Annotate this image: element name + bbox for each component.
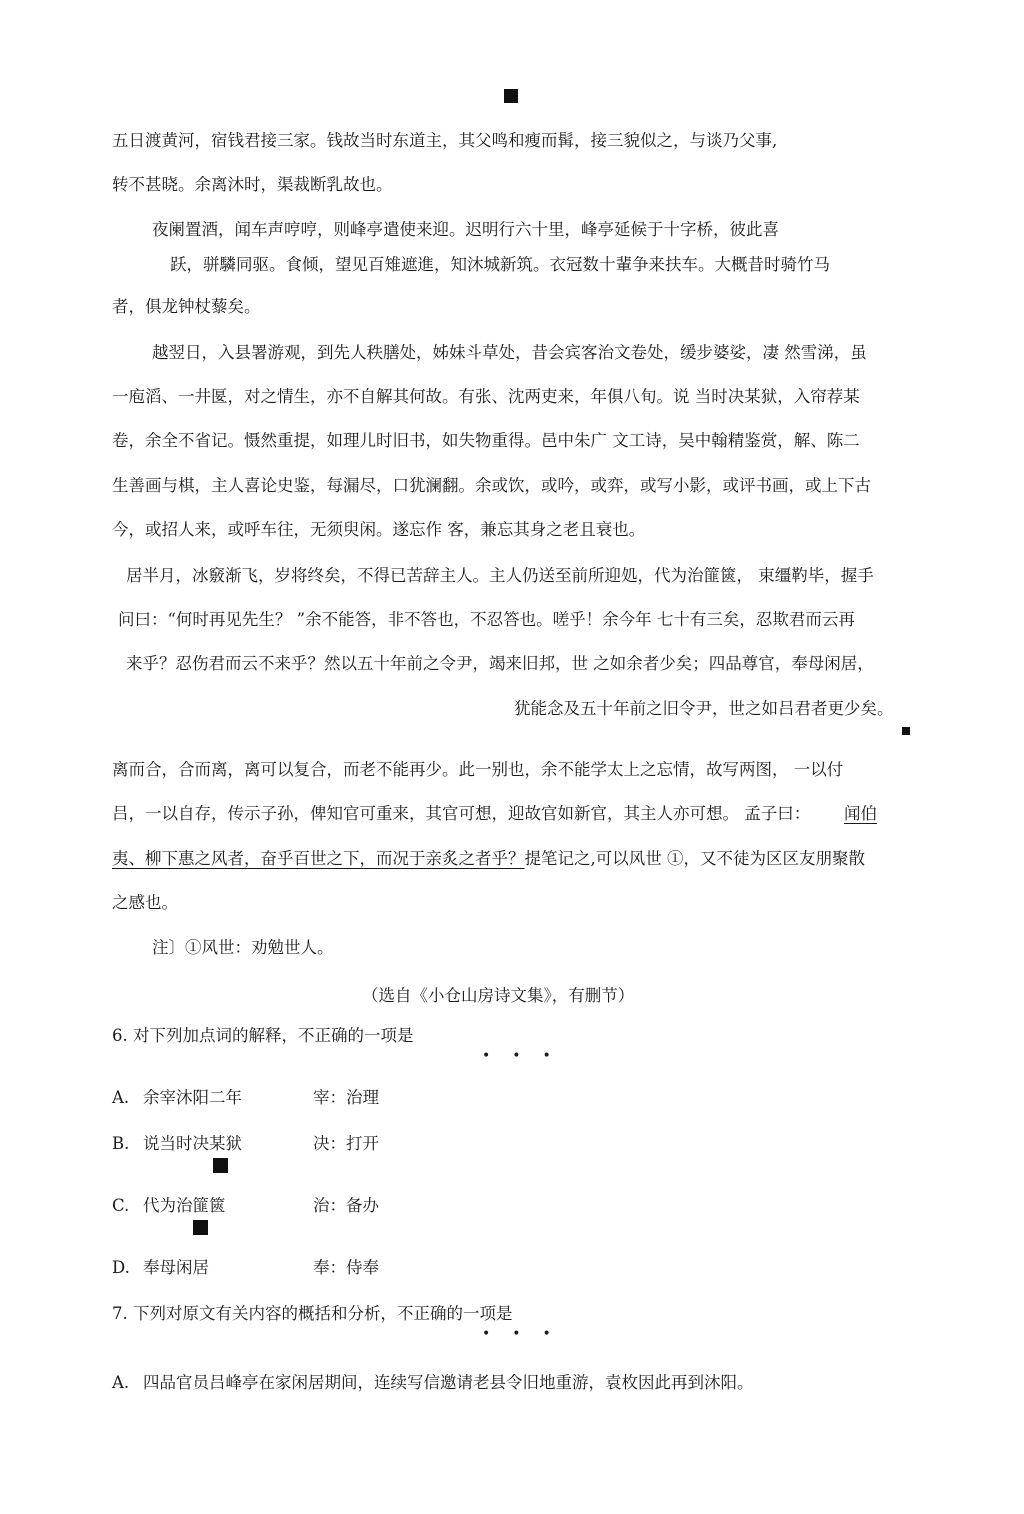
passage-line: 犹能念及五十年前之旧令尹，世之如吕君者更少矣。: [514, 699, 894, 718]
emphasis-dots: •••: [482, 1048, 573, 1064]
q6-option-d-gloss: 奉：侍奉: [313, 1258, 379, 1277]
marker-square-c: [193, 1220, 208, 1235]
passage-line: 者，俱龙钟杖藜矣。: [112, 297, 261, 316]
q6-option-b-phrase: 说当时决某狱: [143, 1134, 242, 1153]
q6-option-d-phrase: 奉母闲居: [143, 1258, 209, 1277]
passage-line: 一庖滔、一井匽，对之情生，亦不自解其何故。有张、沈两吏来，年俱八旬。说 当时决某狱，入帘荐某: [112, 387, 860, 406]
passage-line: 转不甚晓。余离沐时，渠裁断乳故也。: [112, 175, 393, 194]
passage-line: 跃，骈驎同驱。食倾，望见百雉遮進，知沐城新筑。衣冠数十輩争来扶车。大概昔时骑竹马: [170, 255, 830, 274]
q6-option-b-label: B.: [112, 1134, 130, 1153]
marker-square-right: [902, 727, 910, 735]
q7-option-a-label: A.: [112, 1373, 130, 1392]
question-6-stem: 6. 对下列加点词的解释，不正确的一项是: [112, 1026, 414, 1045]
q6-option-c-label: C.: [112, 1196, 130, 1215]
q6-option-a-phrase: 余宰沐阳二年: [143, 1088, 242, 1107]
passage-line: 今，或招人来，或呼车往，无须臾闲。遂忘作 客，兼忘其身之老且衰也。: [112, 520, 646, 539]
q6-option-a-label: A.: [112, 1088, 130, 1107]
q7-option-a-text: 四品官员吕峰亭在家闲居期间，连续写信邀请老县令旧地重游，袁枚因此再到沐阳。: [143, 1373, 754, 1392]
emphasis-dots: •••: [482, 1326, 573, 1342]
passage-line: 之感也。: [112, 893, 178, 912]
mencius-quote: 夷、柳下惠之风者，奋乎百世之下，而况于亲炙之者乎？: [112, 849, 525, 868]
passage-line-with-quote: [112, 848, 865, 870]
passage-line-tail: 提笔记之,可以风世 ①，又不徒为区区友朋聚散: [524, 849, 865, 868]
passage-line: 卷，余全不省记。慑然重提，如理儿时旧书，如失物重得。邑中朱广 文工诗，吴中翰精鉴赏，解、陈二: [112, 431, 860, 450]
marker-square-top: [504, 89, 518, 103]
footnote: 注〕①风世：劝勉世人。: [152, 938, 334, 957]
source-citation: （选自《小仓山房诗文集》，有删节）: [362, 986, 635, 1005]
mencius-quote-start: 闻伯: [844, 804, 877, 823]
passage-line: 问曰：“何时再见先生？ ”余不能答，非不答也，不忍答也。嗟乎！余今年 七十有三矣，忍欺君而云再: [118, 610, 855, 629]
marker-square-b: [213, 1158, 228, 1173]
question-7-stem: 7. 下列对原文有关内容的概括和分析，不正确的一项是: [112, 1304, 513, 1323]
passage-line: 离而合，合而离，离可以复合，而老不能再少。此一别也，余不能学太上之忘情，故写两图， 一以付: [112, 760, 844, 779]
passage-line: 越翌日，入县署游观，到先人秩膳处，姊妹斗草处，昔会宾客治文卷处，缓步婆娑，凄 然雪涕，虽: [152, 343, 867, 362]
passage-line: 来乎？忍伤君而云不来乎？然以五十年前之令尹，竭来旧邦，世 之如余者少矣；四品尊官，奉母闲居，: [126, 654, 874, 673]
q6-option-a-gloss: 宰：治理: [313, 1088, 379, 1107]
passage-line: 生善画与棋，主人喜论史鉴，每漏尽，口犹澜翻。余或饮，或吟，或弈，或写小影，或评书画，或上下古: [112, 476, 871, 495]
passage-line: 五日渡黄河，宿钱君接三家。钱故当时东道主，其父鸣和瘦而髯，接三貌似之，与谈乃父事,: [112, 131, 778, 150]
passage-line: 夜阑置酒，闻车声哼哼，则峰亭遣使来迎。迟明行六十里，峰亭延候于十字桥，彼此喜: [152, 220, 779, 239]
passage-line: 居半月，冰竅渐飞，岁将终矣，不得已苦辞主人。主人仍送至前所迎処，代为治篚篋， 束缰靮毕，握手: [126, 566, 874, 585]
passage-line: 吕，一以自存，传示子孙，俾知官可重来，其官可想，迎故官如新官，其主人亦可想。 孟子曰：: [112, 804, 811, 823]
q6-option-c-gloss: 治：备办: [313, 1196, 379, 1215]
q6-option-c-phrase: 代为治篚篋: [143, 1196, 226, 1215]
q6-option-b-gloss: 决：打开: [313, 1134, 379, 1153]
q6-option-d-label: D.: [112, 1258, 130, 1277]
